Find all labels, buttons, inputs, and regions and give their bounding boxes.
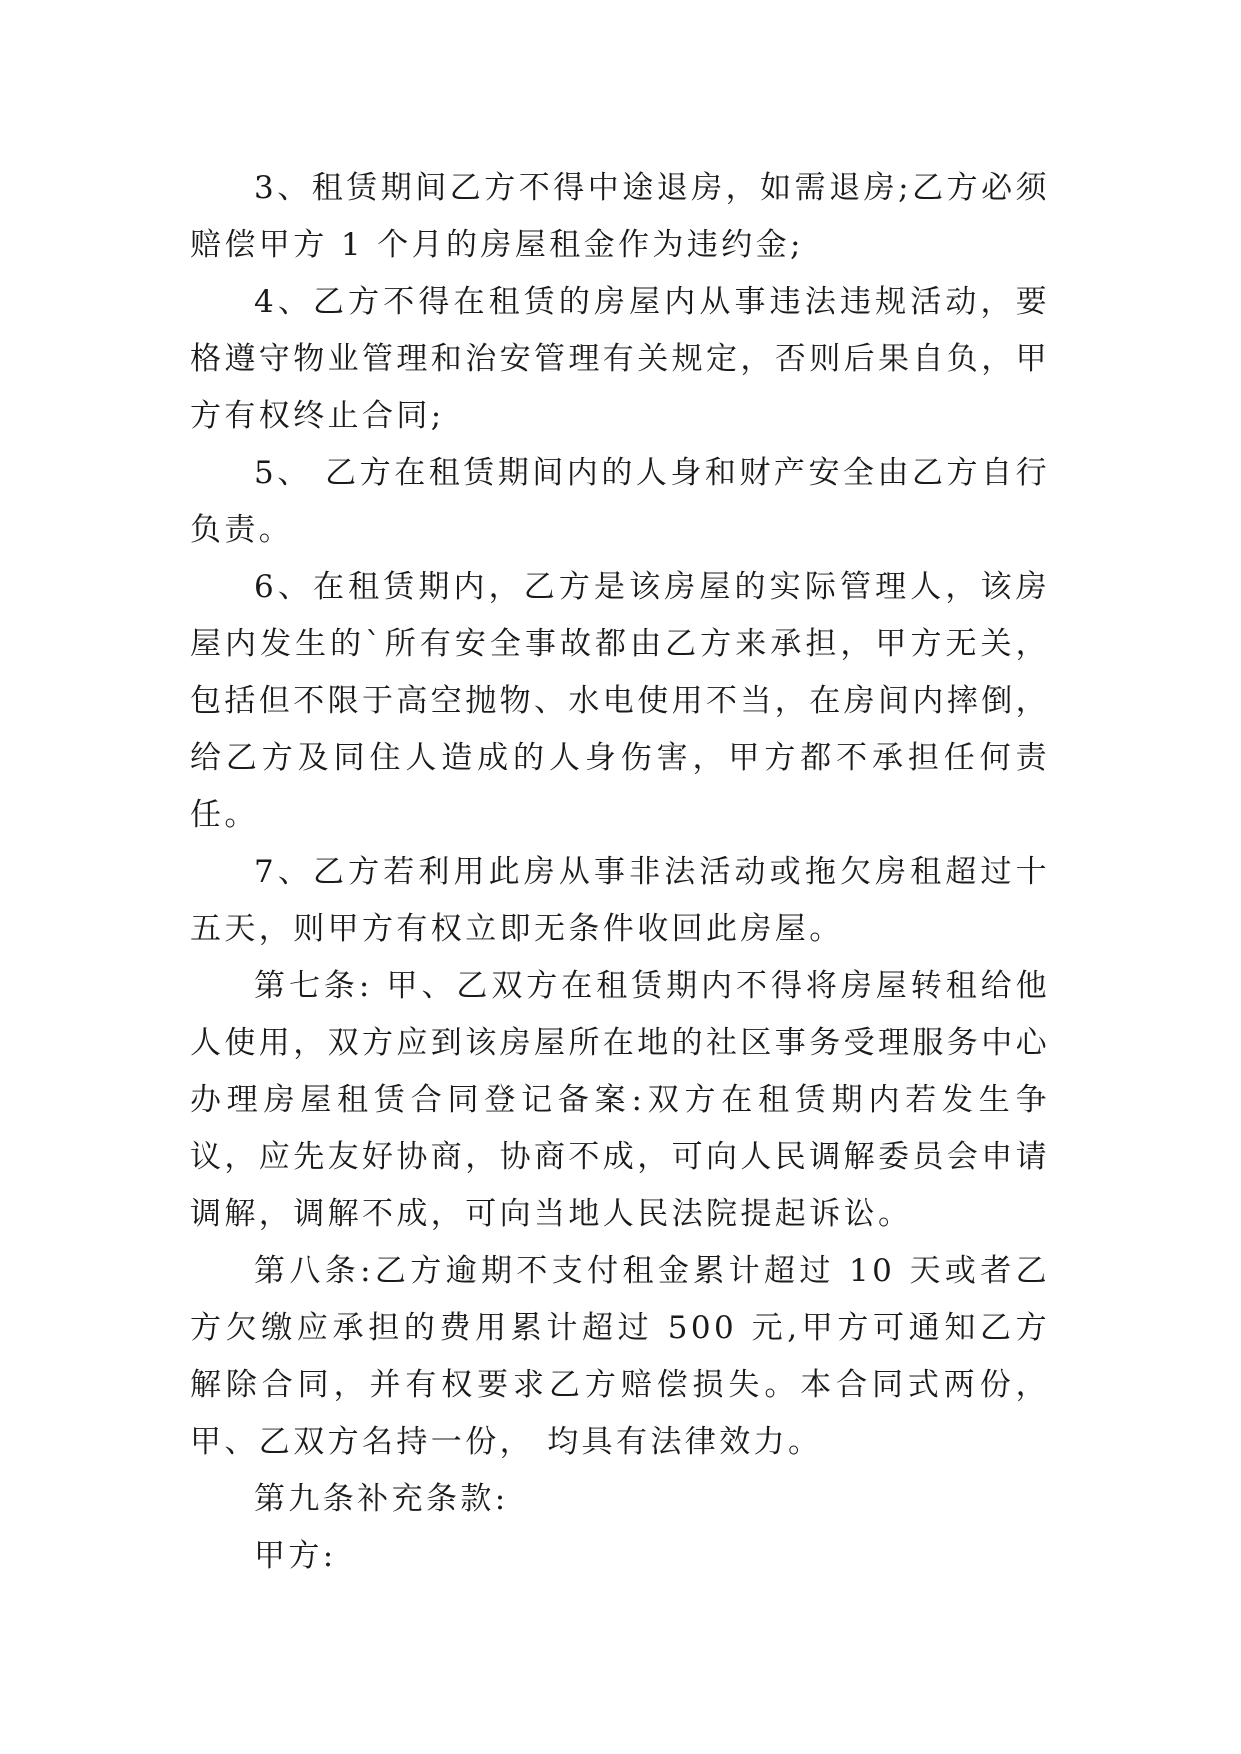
- article-7-paragraph: 第七条: 甲、乙双方在租赁期内不得将房屋转租给他人使用，双方应到该房屋所在地的社区事务受理服务中心办理房屋租赁合同登记备案:双方在租赁期内若发生争议，应先友好协商，协商不成，可向人民调解委员会申请调解，调解不成，可向当地人民法院提起诉讼。: [190, 968, 1050, 1232]
- clause-5-paragraph: 5、 乙方在租赁期间内的人身和财产安全由乙方自行负责。: [190, 455, 1050, 548]
- clause-7-paragraph: 7、乙方若利用此房从事非法活动或拖欠房租超过十五天，则甲方有权立即无条件收回此房屋。: [190, 854, 1050, 947]
- clause-4-paragraph: 4、乙方不得在租赁的房屋内从事违法违规活动，要格遵守物业管理和治安管理有关规定，否则后果自负，甲方有权终止合同;: [190, 284, 1050, 434]
- article-8-paragraph: 第八条:乙方逾期不支付租金累计超过 10 天或者乙方欠缴应承担的费用累计超过 500 元,甲方可通知乙方解除合同，并有权要求乙方赔偿损失。本合同式两份，甲、乙双方名持一份， 均具有法律效力。: [190, 1253, 1050, 1460]
- party-a-signature-label: 甲方:: [254, 1538, 337, 1574]
- document-body: [190, 160, 1050, 1585]
- clause-3-paragraph: 3、租赁期间乙方不得中途退房，如需退房;乙方必须赔偿甲方 1 个月的房屋租金作为违约金;: [190, 170, 1050, 263]
- article-9-heading: 第九条补充条款:: [254, 1481, 509, 1517]
- clause-6-paragraph: 6、在租赁期内，乙方是该房屋的实际管理人，该房屋内发生的`所有安全事故都由乙方来承担，甲方无关，包括但不限于高空抛物、水电使用不当，在房间内摔倒，给乙方及同住人造成的人身伤害，甲方都不承担任何责任。: [190, 569, 1050, 833]
